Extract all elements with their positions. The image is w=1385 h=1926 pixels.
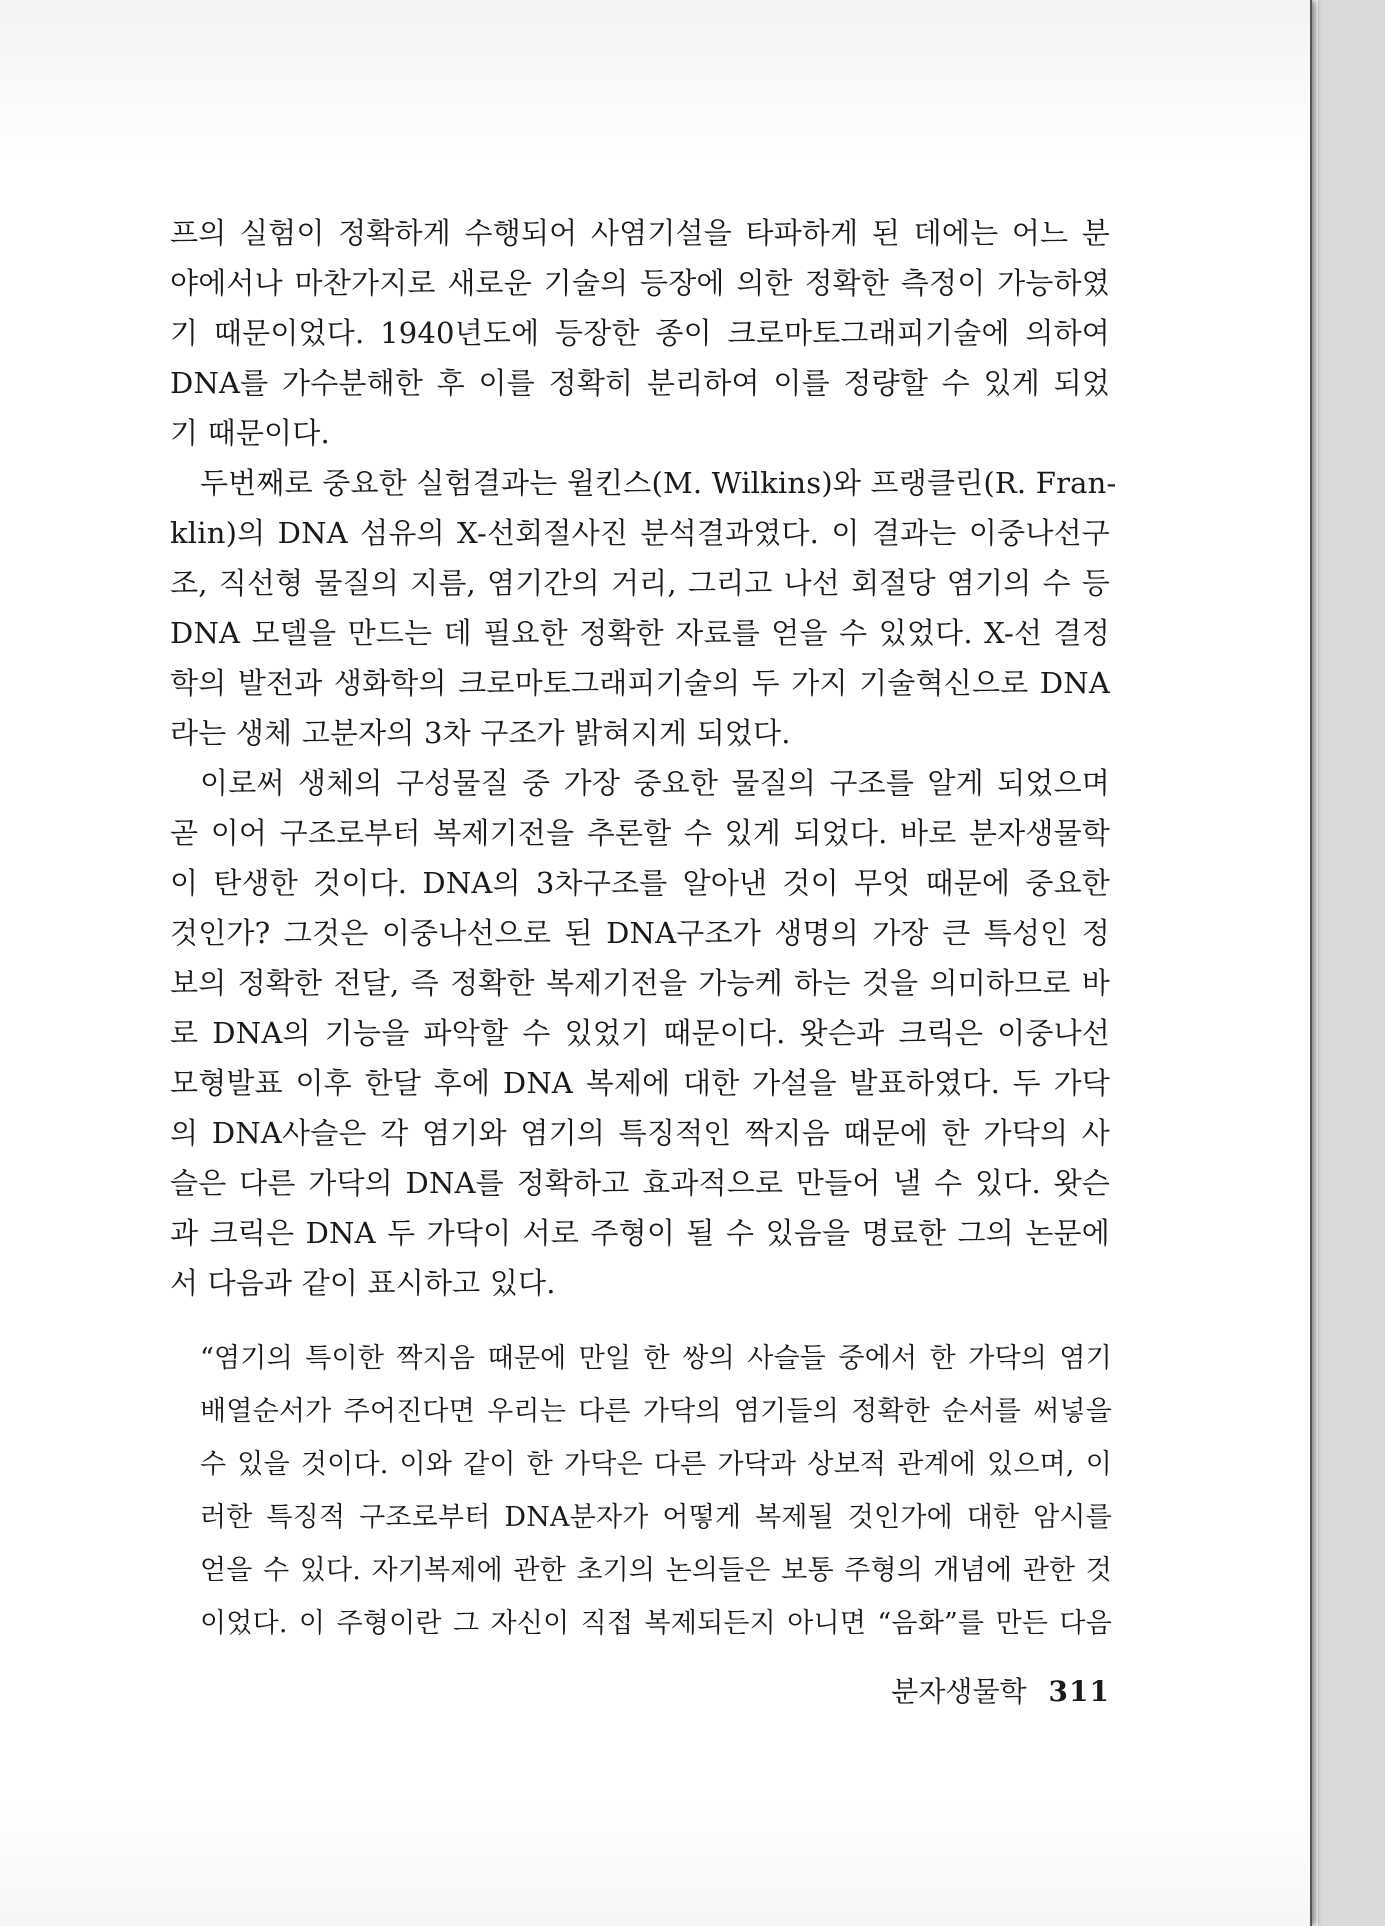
text-line: DNA를 가수분해한 후 이를 정확히 분리하여 이를 정량할 수 있게 되었	[170, 366, 1110, 400]
text-line: klin)의 DNA 섬유의 X-선회절사진 분석결과였다. 이 결과는 이중나선구	[170, 516, 1110, 550]
text-line: 것인가? 그것은 이중나선으로 된 DNA구조가 생명의 가장 큰 특성인 정	[170, 916, 1110, 950]
text-line: DNA 모델을 만드는 데 필요한 정확한 자료를 얻을 수 있었다. X-선 결정	[170, 616, 1110, 650]
text-line: 조, 직선형 물질의 지름, 염기간의 거리, 그리고 나선 회절당 염기의 수 등	[170, 566, 1110, 600]
quote-line: 이었다. 이 주형이란 그 자신이 직접 복제되든지 아니면 “음화”를 만든 다음	[200, 1608, 1112, 1639]
text-line: 서 다음과 같이 표시하고 있다.	[170, 1266, 556, 1300]
quote-line: 얻을 수 있다. 자기복제에 관한 초기의 논의들은 보통 주형의 개념에 관한 것	[200, 1555, 1112, 1586]
text-line: 로 DNA의 기능을 파악할 수 있었기 때문이다. 왓슨과 크릭은 이중나선	[170, 1016, 1110, 1050]
text-line: 모형발표 이후 한달 후에 DNA 복제에 대한 가설을 발표하였다. 두 가닥	[170, 1066, 1110, 1100]
text-line: 의 DNA사슬은 각 염기와 염기의 특징적인 짝지음 때문에 한 가닥의 사	[170, 1116, 1110, 1150]
running-title: 분자생물학	[891, 1675, 1027, 1708]
text-line: 슬은 다른 가닥의 DNA를 정확하고 효과적으로 만들어 낼 수 있다. 왓슨	[170, 1166, 1110, 1200]
text-line: 프의 실험이 정확하게 수행되어 사염기설을 타파하게 된 데에는 어느 분	[170, 216, 1110, 250]
text-line: 기 때문이었다. 1940년도에 등장한 종이 크로마토그래피기술에 의하여	[170, 316, 1110, 350]
viewer-gutter	[1318, 0, 1385, 1926]
text-line: 이 탄생한 것이다. DNA의 3차구조를 알아낸 것이 무엇 때문에 중요한	[170, 866, 1110, 900]
quote-line: 러한 특징적 구조로부터 DNA분자가 어떻게 복제될 것인가에 대한 암시를	[200, 1502, 1112, 1533]
quote-line: “염기의 특이한 짝지음 때문에 만일 한 쌍의 사슬들 중에서 한 가닥의 염기	[200, 1343, 1112, 1374]
quote-line: 배열순서가 주어진다면 우리는 다른 가닥의 염기들의 정확한 순서를 써넣을	[200, 1396, 1112, 1427]
text-line: 과 크릭은 DNA 두 가닥이 서로 주형이 될 수 있음을 명료한 그의 논문에	[170, 1216, 1110, 1250]
text-line: 라는 생체 고분자의 3차 구조가 밝혀지게 되었다.	[170, 716, 791, 750]
text-line: 기 때문이다.	[170, 416, 330, 450]
text-line: 보의 정확한 전달, 즉 정확한 복제기전을 가능케 하는 것을 의미하므로 바	[170, 966, 1110, 1000]
text-line: 이로써 생체의 구성물질 중 가장 중요한 물질의 구조를 알게 되었으며	[200, 766, 1110, 800]
page-number: 311	[1048, 1675, 1110, 1708]
page-body-text	[170, 208, 1117, 1308]
text-line: 두번째로 중요한 실험결과는 윌킨스(M. Wilkins)와 프랭클린(R. Fran-	[200, 466, 1117, 500]
text-line: 야에서나 마찬가지로 새로운 기술의 등장에 의한 정확한 측정이 가능하였	[170, 266, 1110, 300]
text-line: 학의 발전과 생화학의 크로마토그래피기술의 두 가지 기술혁신으로 DNA	[170, 666, 1110, 700]
quote-line: 수 있을 것이다. 이와 같이 한 가닥은 다른 가닥과 상보적 관계에 있으며, 이	[200, 1449, 1112, 1480]
block-quote	[200, 1332, 1112, 1650]
page-footer	[880, 1672, 1110, 1712]
text-line: 곧 이어 구조로부터 복제기전을 추론할 수 있게 되었다. 바로 분자생물학	[170, 816, 1110, 850]
